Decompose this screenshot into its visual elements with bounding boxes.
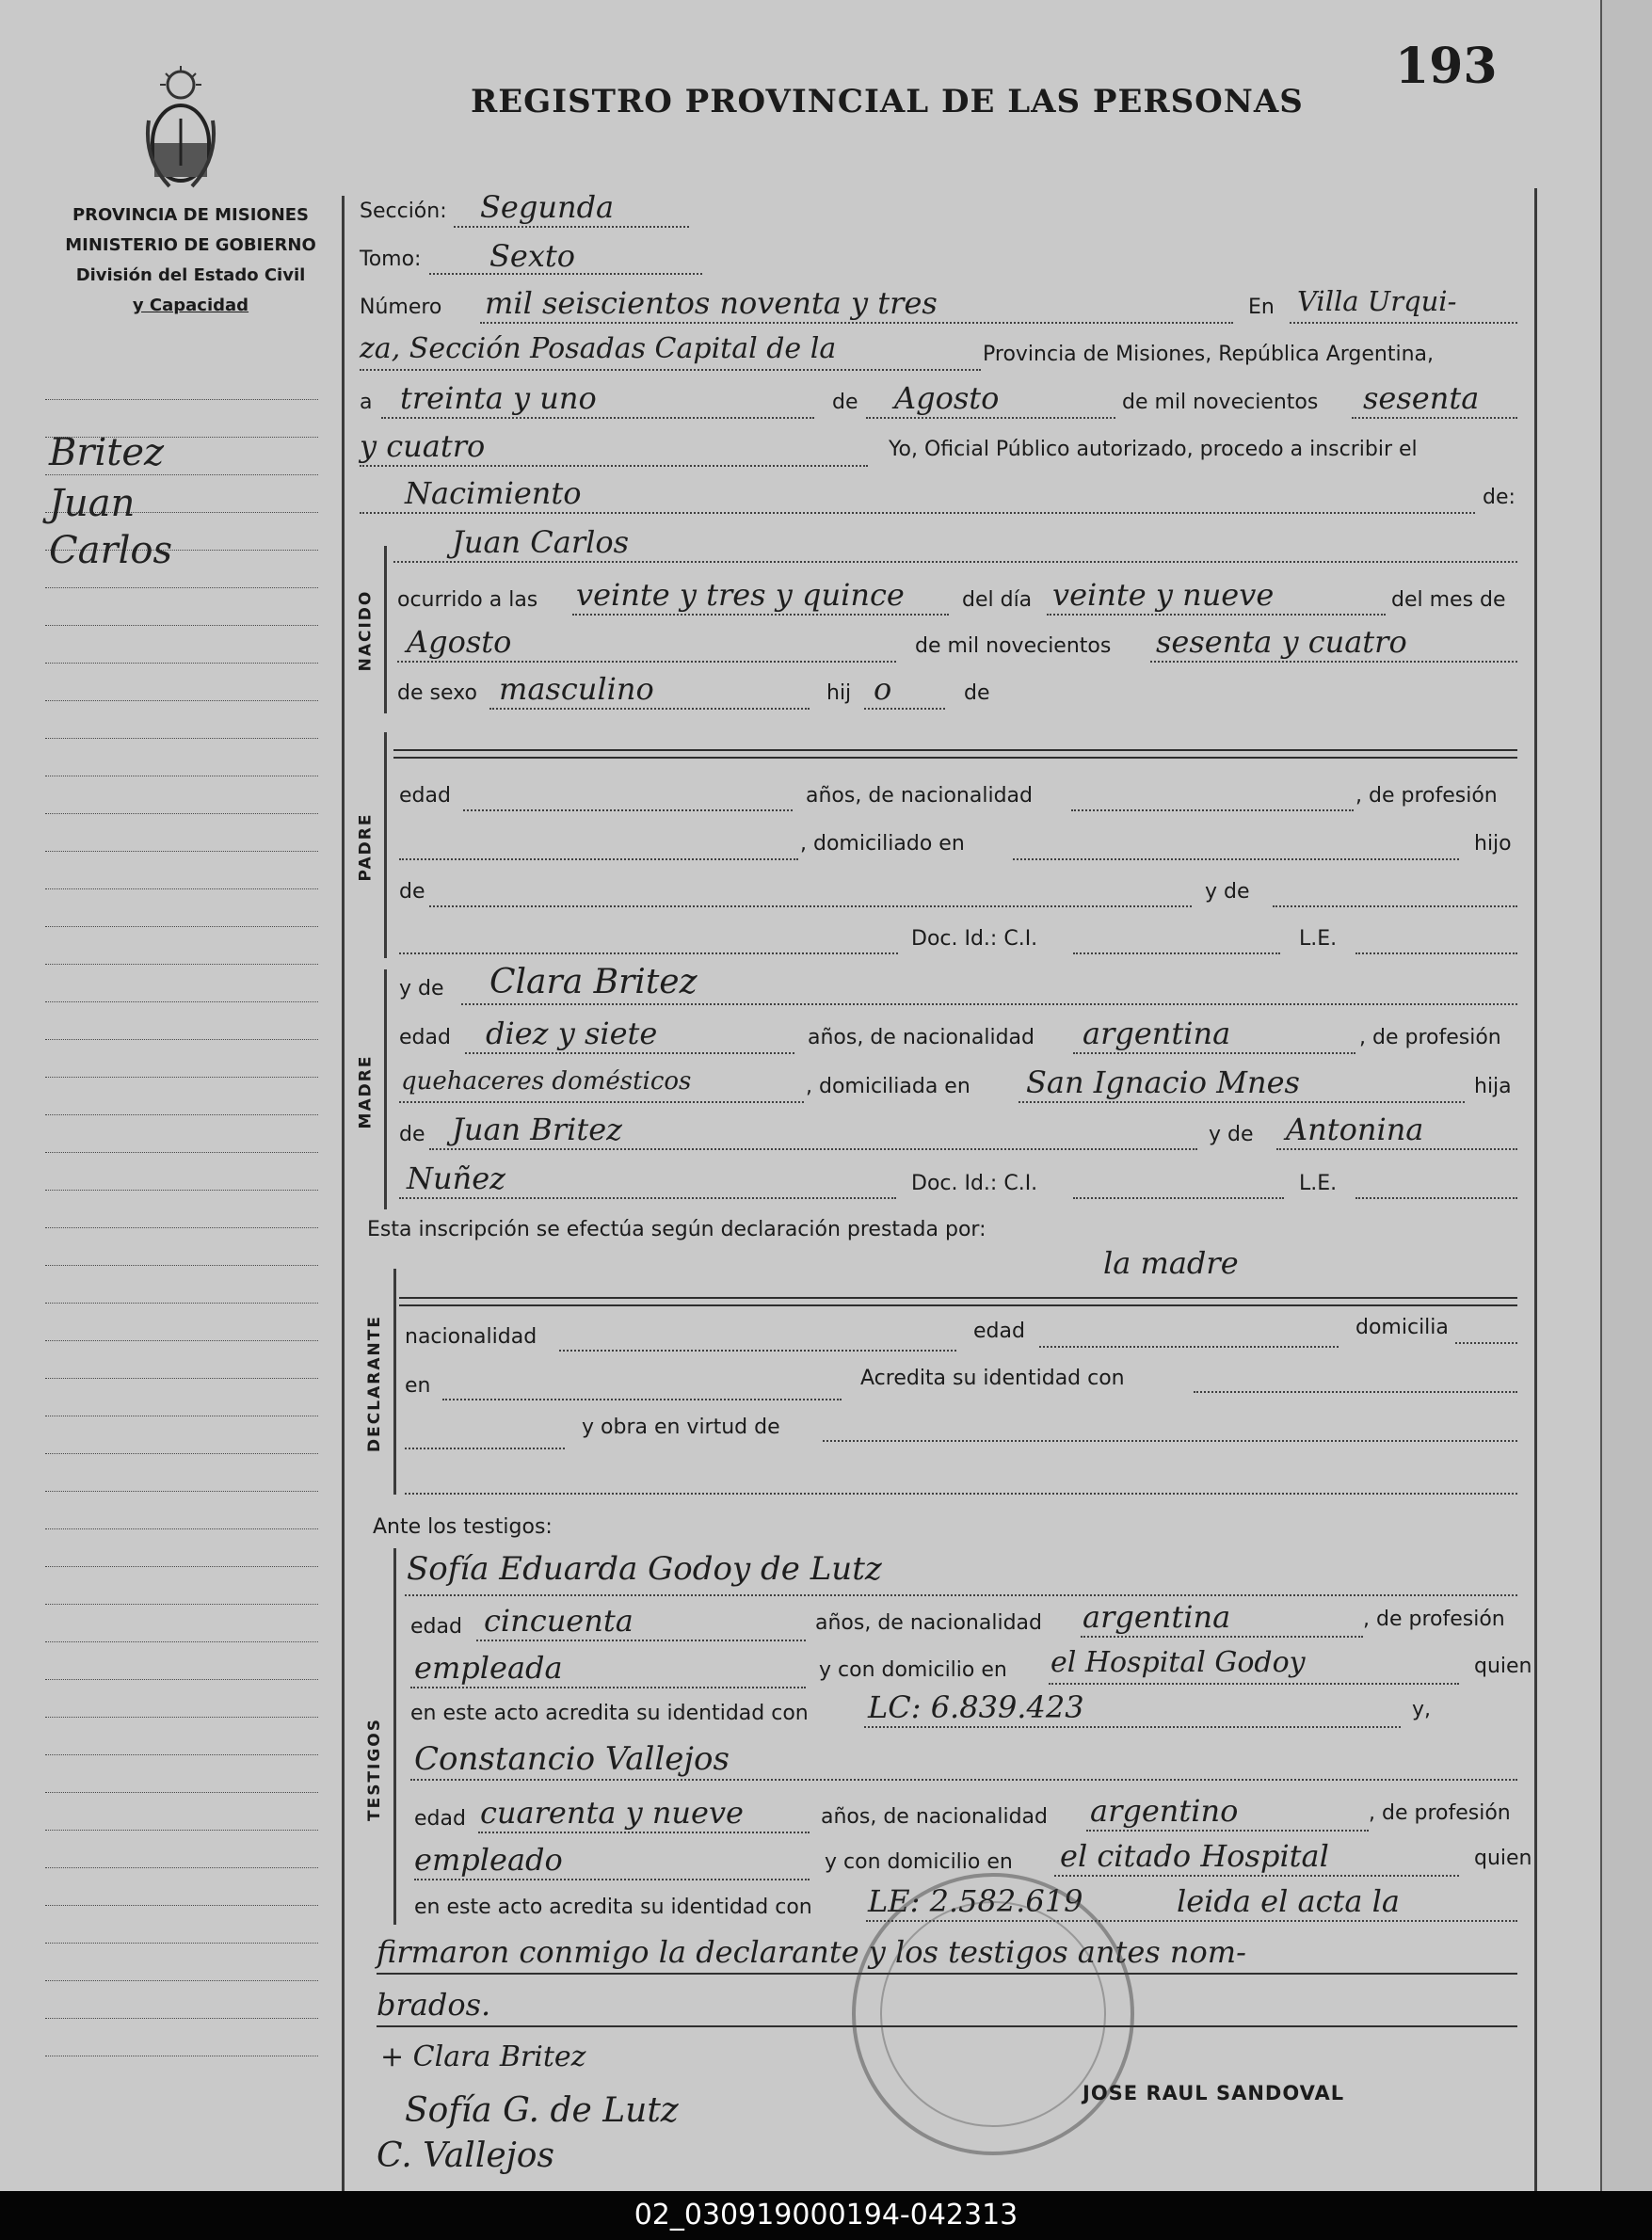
ocurrido-label: ocurrido a las [397,588,538,612]
maternal-grandfather: Juan Britez [452,1112,622,1147]
w2-quien-label: quien [1474,1847,1532,1870]
numero-label: Número [360,296,442,319]
w2-profesion-label: , de profesión [1369,1801,1511,1825]
margin-surname: Britez [49,431,165,474]
year-value-1: sesenta [1363,380,1480,416]
w2-domicilio-label: y con domicilio en [825,1850,1013,1874]
padre-bracket [384,732,387,958]
page-edge [1600,0,1652,2191]
signature-witness2: C. Vallejos [377,2136,554,2175]
del-mes-label: del mes de [1391,588,1506,612]
tomo-value: Sexto [489,238,576,274]
padre-de-label: de [399,880,425,904]
hij-label: hij [826,681,852,705]
mother-address: San Ignacio Mnes [1026,1064,1300,1100]
signature-witness1: Sofía G. de Lutz [405,2091,679,2130]
w2-anos-label: años, de nacionalidad [821,1805,1048,1829]
madre-de-label: de [399,1123,425,1146]
witness2-address: el citado Hospital [1060,1838,1329,1874]
birth-day-value: veinte y nueve [1052,577,1275,613]
del-dia-label: del día [962,588,1033,612]
padre-doc-label: Doc. Id.: C.I. [911,927,1038,951]
a-label: a [360,391,373,414]
padre-domiciliado-label: , domiciliado en [800,832,965,856]
nacido-bracket [384,546,387,713]
madre-le-label: L.E. [1299,1172,1338,1195]
division-label: División del Estado Civil [75,265,306,285]
declaracion-intro: Esta inscripción se efectúa según declaración prestada por: [367,1218,986,1241]
scan-code-bar [0,2191,1652,2240]
year-value-2: y cuatro [360,428,486,464]
declarante-edad-label: edad [973,1320,1025,1343]
padre-edad-label: edad [399,784,451,808]
witness1-address: el Hospital Godoy [1051,1646,1306,1679]
padre-y-de-label: y de [1205,880,1250,904]
witness2-document: LE: 2.582.619 [868,1883,1083,1919]
day-value: treinta y uno [400,380,597,416]
ministry-label: MINISTERIO DE GOBIERNO [65,235,316,255]
witness2-age: cuarenta y nueve [480,1795,744,1831]
hij-value: o [874,671,892,707]
madre-doc-label: Doc. Id.: C.I. [911,1172,1038,1195]
witness1-name: Sofía Eduarda Godoy de Lutz [407,1550,882,1588]
birth-month-value: Agosto [407,624,512,660]
padre-section-label: PADRE [356,812,375,882]
argentina-coat-of-arms-icon [141,64,220,196]
w1-edad-label: edad [410,1615,462,1639]
closing-text-1: leida el acta la [1177,1883,1400,1919]
madre-section-label: MADRE [356,1054,376,1129]
padre-profesion-label: , de profesión [1355,784,1498,808]
right-border [1534,188,1537,2191]
testigos-intro: Ante los testigos: [373,1515,553,1539]
official-name: JOSE RAUL SANDOVAL [1083,2082,1345,2104]
de-label: de [832,391,858,414]
witness2-nationality: argentino [1090,1793,1239,1829]
closing-text-3: brados. [377,1987,491,2023]
place-value-1: Villa Urqui- [1297,285,1457,317]
seccion-value: Segunda [480,189,615,225]
declarante-section-label: DECLARANTE [365,1315,384,1452]
act-type-value: Nacimiento [405,475,582,511]
province-label: PROVINCIA DE MISIONES [72,205,310,225]
de-colon-label: de: [1483,486,1516,509]
witness1-nationality: argentina [1083,1599,1231,1635]
w1-domicilio-label: y con domicilio en [819,1658,1007,1682]
w1-profesion-label: , de profesión [1363,1608,1505,1631]
maternal-grandmother-2: Nuñez [407,1160,506,1196]
declarante-bracket [393,1269,396,1495]
w1-anos-label: años, de nacionalidad [815,1611,1042,1635]
mother-age: diez y siete [486,1016,658,1051]
declarante-en-label: en [405,1374,431,1398]
margin-second-name: Carlos [49,529,172,572]
issuer-block [38,200,344,321]
child-name: Juan Carlos [452,524,630,560]
nacido-section-label: NACIDO [356,589,375,672]
mother-profession: quehaceres domésticos [401,1067,692,1096]
mother-nationality: argentina [1083,1016,1231,1051]
margin-divider [342,196,345,2191]
madre-anos-label: años, de nacionalidad [808,1026,1035,1049]
madre-y-de-label-2: y de [1209,1123,1254,1146]
signature-declarant: + Clara Britez [380,2040,586,2073]
madre-domiciliada-label: , domiciliada en [806,1075,970,1098]
padre-hijo-label: hijo [1474,832,1512,856]
en-label: En [1248,296,1275,319]
declarante-obra-label: y obra en virtud de [582,1416,780,1439]
numero-value: mil seiscientos noventa y tres [485,285,938,321]
witness2-name: Constancio Vallejos [414,1740,730,1778]
margin-first-name: Juan [49,482,136,525]
hij-de-label: de [964,681,990,705]
declaracion-value: la madre [1103,1245,1239,1281]
w1-quien-label: quien [1474,1655,1532,1678]
registry-seal-stamp [852,1873,1134,2155]
madre-edad-label: edad [399,1026,451,1049]
sexo-label: de sexo [397,681,477,705]
declarante-domicilia-label: domicilia [1355,1316,1449,1339]
padre-le-label: L.E. [1299,927,1338,951]
place-value-2: za, Sección Posadas Capital de la [360,332,837,365]
birth-year-value: sesenta y cuatro [1156,624,1407,660]
w2-acredita-label: en este acto acredita su identidad con [414,1896,812,1919]
margin-ruled-lines [45,362,318,2056]
seccion-label: Sección: [360,200,447,223]
testigos-bracket [393,1548,396,1925]
closing-text-2: firmaron conmigo la declarante y los testigos antes nom- [377,1934,1246,1970]
mother-name: Clara Britez [489,963,698,1001]
folio-number: 193 [1395,38,1498,95]
oficial-text: Yo, Oficial Público autorizado, procedo a inscribir el [889,438,1418,461]
tomo-label: Tomo: [360,248,422,271]
padre-anos-label: años, de nacionalidad [806,784,1033,808]
year-text: de mil novecientos [1122,391,1319,414]
w2-edad-label: edad [414,1807,466,1831]
witness1-age: cincuenta [484,1603,634,1639]
declarante-nacionalidad-label: nacionalidad [405,1325,537,1349]
declarante-acredita-label: Acredita su identidad con [860,1367,1125,1390]
witness2-profession: empleado [414,1842,563,1878]
testigos-section-label: TESTIGOS [365,1717,384,1822]
madre-y-de-label: y de [399,977,444,1000]
birth-hour-value: veinte y tres y quince [576,577,905,613]
madre-hija-label: hija [1474,1075,1512,1098]
witness1-document: LC: 6.839.423 [868,1689,1084,1725]
division-label-2: y Capacidad [132,296,249,315]
maternal-grandmother-1: Antonina [1286,1112,1424,1147]
w1-y-label: y, [1412,1698,1432,1721]
scan-code: 02_030919000194-042313 [634,2199,1018,2232]
madre-profesion-label: , de profesión [1359,1026,1501,1049]
witness1-profession: empleada [414,1650,563,1686]
document-title: REGISTRO PROVINCIAL DE LAS PERSONAS [471,83,1304,120]
sexo-value: masculino [499,671,654,707]
madre-bracket [384,969,387,1209]
w1-acredita-label: en este acto acredita su identidad con [410,1702,809,1725]
province-text: Provincia de Misiones, República Argentina, [983,343,1435,366]
birth-year-text: de mil novecientos [915,634,1112,658]
month-value: Agosto [894,380,1000,416]
